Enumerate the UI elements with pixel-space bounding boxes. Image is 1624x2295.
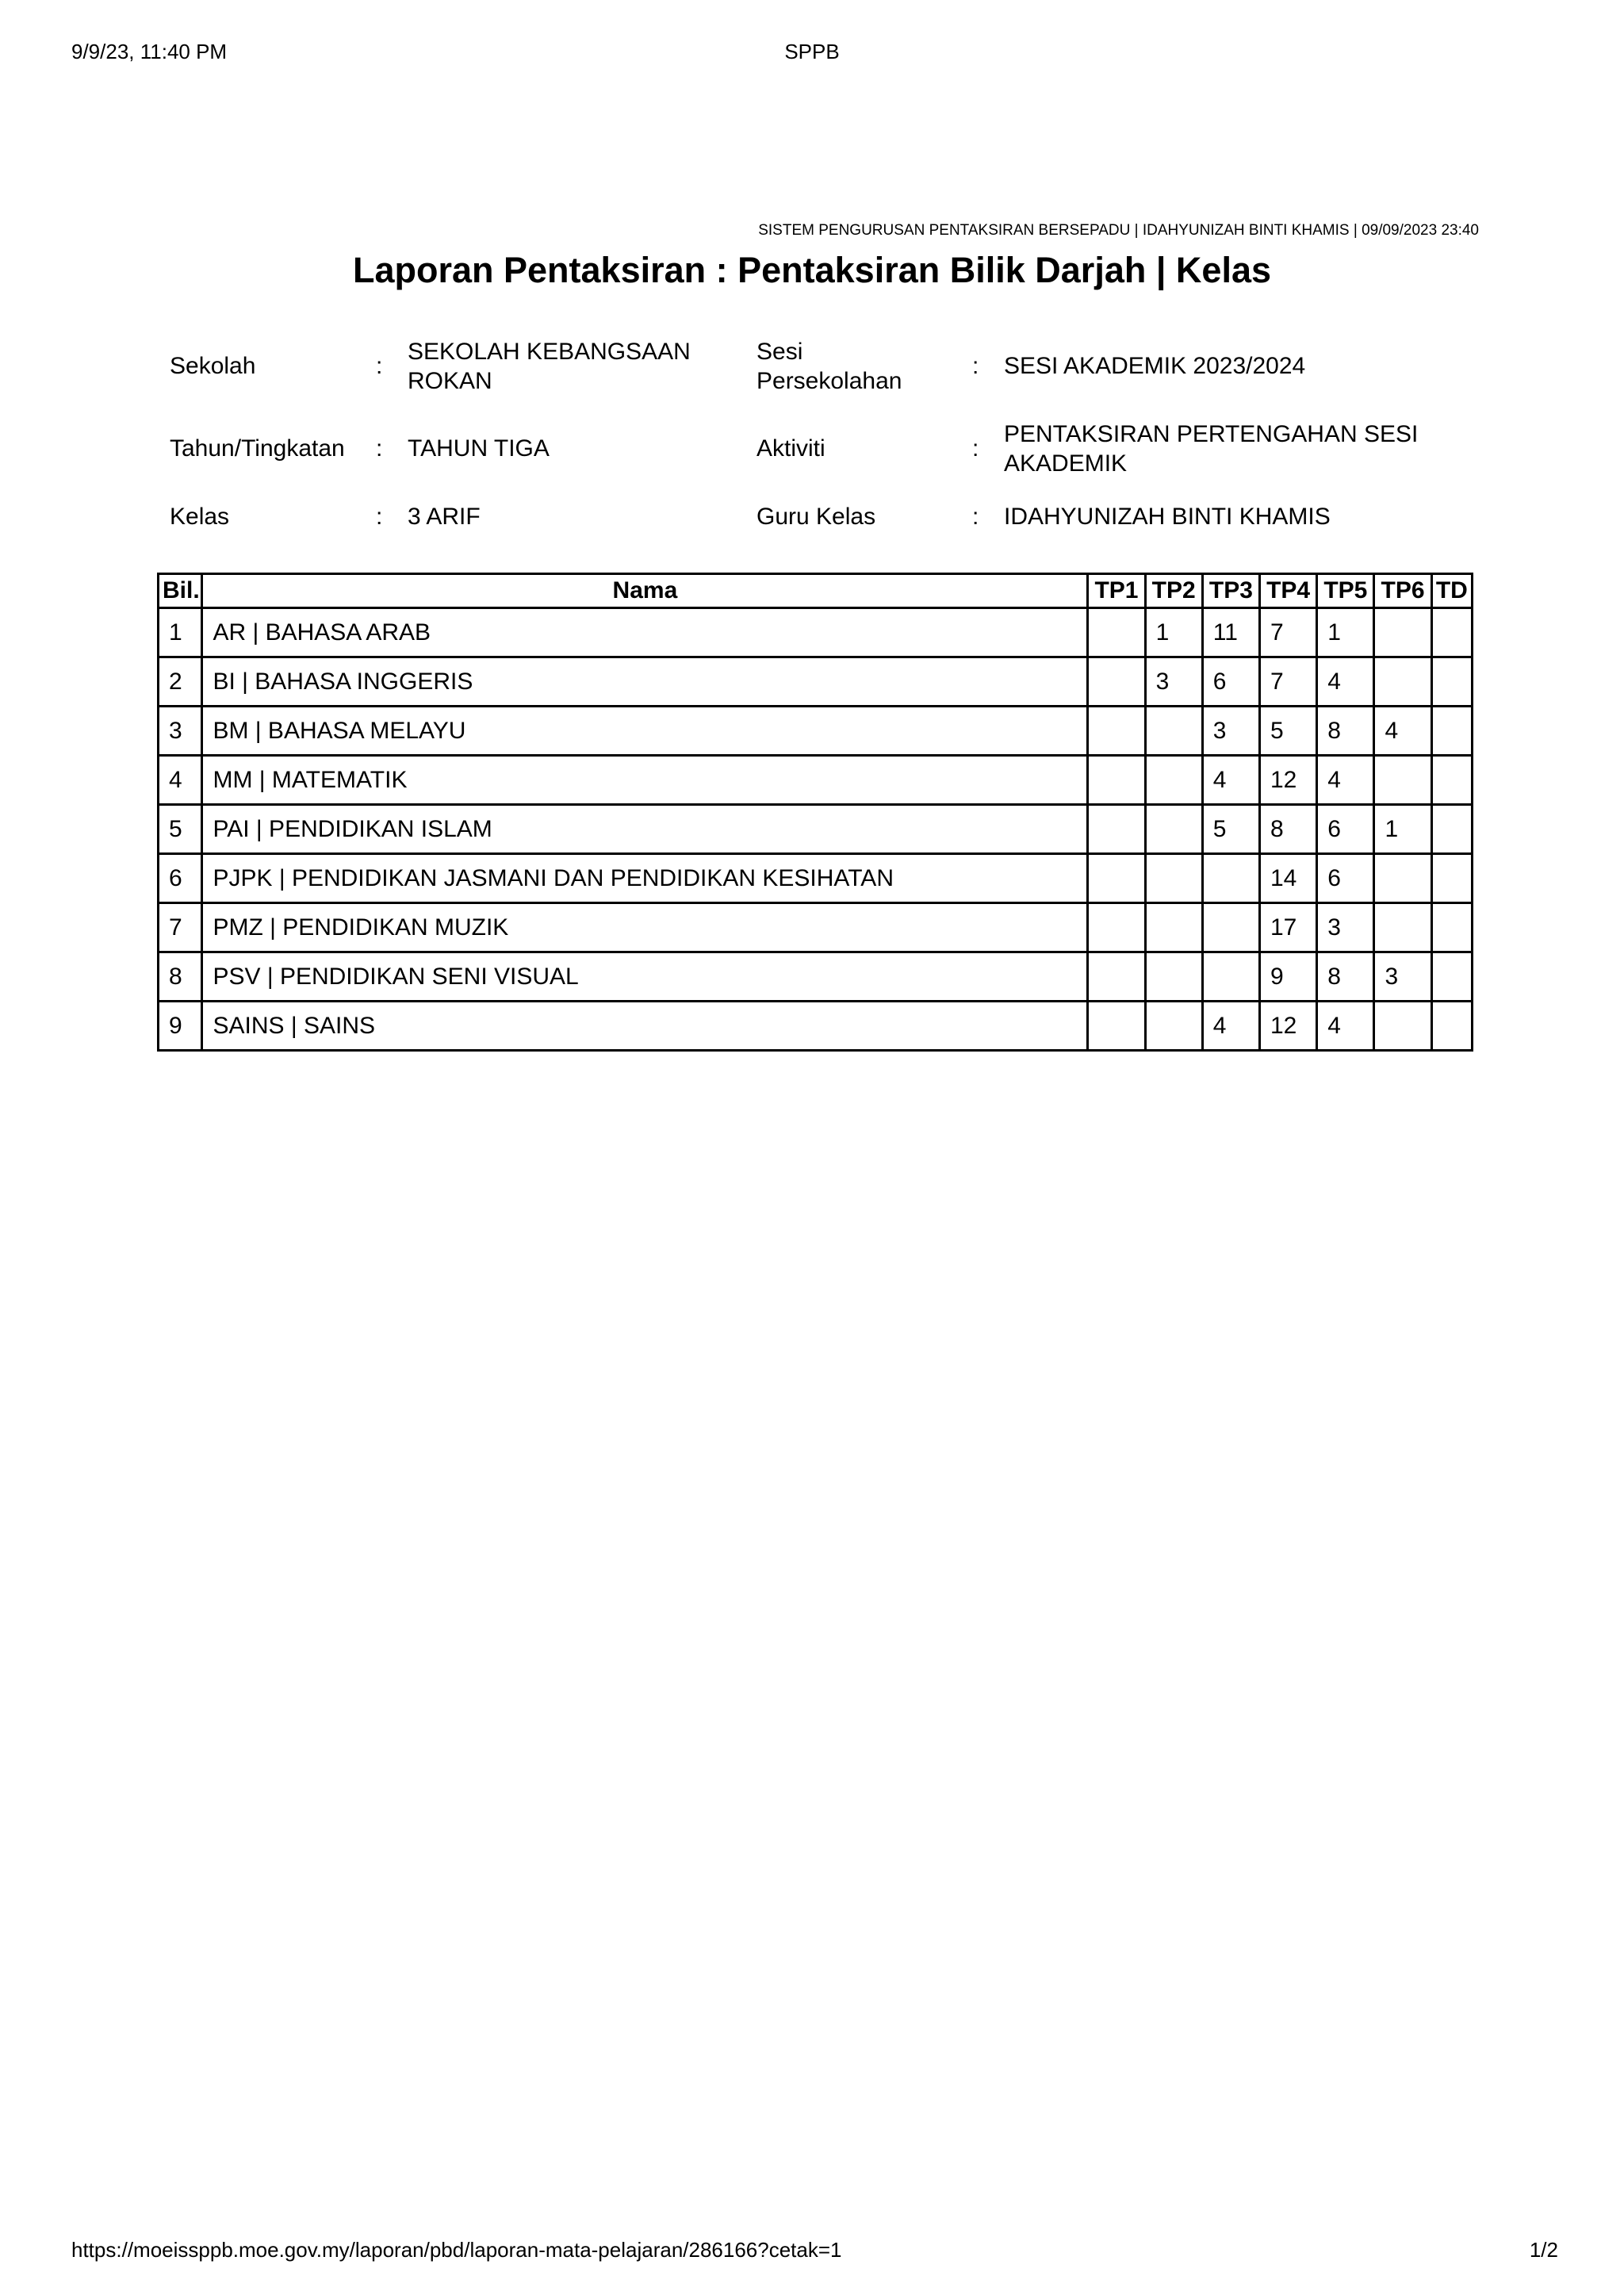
cell-tp1 (1088, 657, 1145, 707)
cell-tp1 (1088, 805, 1145, 854)
cell-tp5: 1 (1317, 608, 1374, 657)
guru-kelas-value: IDAHYUNIZAH BINTI KHAMIS (1004, 504, 1331, 530)
cell-tp4: 17 (1260, 903, 1317, 952)
cell-tp3 (1202, 854, 1259, 903)
sekolah-label: Sekolah (170, 353, 256, 379)
cell-tp5: 6 (1317, 854, 1374, 903)
cell-tp3 (1202, 903, 1259, 952)
header-tp4: TP4 (1260, 574, 1317, 608)
sekolah-value: SEKOLAH KEBANGSAAN ROKAN (408, 339, 691, 394)
table-row (159, 952, 1473, 1002)
header-tp3: TP3 (1202, 574, 1259, 608)
table-row (159, 756, 1473, 805)
cell-tp5: 3 (1317, 903, 1374, 952)
cell-tp5: 8 (1317, 707, 1374, 756)
cell-bil: 1 (159, 608, 202, 657)
cell-tp1 (1088, 1002, 1145, 1051)
guru-kelas-colon: : (972, 504, 979, 530)
cell-bil: 6 (159, 854, 202, 903)
table-row (159, 854, 1473, 903)
cell-td (1431, 756, 1472, 805)
cell-nama: PAI | PENDIDIKAN ISLAM (202, 805, 1088, 854)
table-row (159, 903, 1473, 952)
cell-tp3: 4 (1202, 1002, 1259, 1051)
cell-tp2 (1145, 707, 1202, 756)
aktiviti-label: Aktiviti (756, 435, 825, 462)
sesi-colon: : (972, 353, 979, 379)
cell-tp3: 11 (1202, 608, 1259, 657)
cell-tp6: 4 (1374, 707, 1431, 756)
cell-tp6: 3 (1374, 952, 1431, 1002)
cell-tp1 (1088, 854, 1145, 903)
cell-tp2: 1 (1145, 608, 1202, 657)
cell-tp4: 14 (1260, 854, 1317, 903)
cell-nama: AR | BAHASA ARAB (202, 608, 1088, 657)
cell-bil: 3 (159, 707, 202, 756)
table-body (159, 608, 1473, 1051)
cell-bil: 7 (159, 903, 202, 952)
cell-tp5: 6 (1317, 805, 1374, 854)
aktiviti-value: PENTAKSIRAN PERTENGAHAN SESI AKADEMIK (1004, 421, 1419, 477)
cell-nama: MM | MATEMATIK (202, 756, 1088, 805)
print-url: https://moeissppb.moe.gov.my/laporan/pbd/laporan-mata-pelajaran/286166?cetak=1 (71, 2238, 842, 2262)
cell-td (1431, 707, 1472, 756)
cell-tp4: 12 (1260, 756, 1317, 805)
cell-nama: SAINS | SAINS (202, 1002, 1088, 1051)
header-td: TD (1431, 574, 1472, 608)
cell-tp1 (1088, 756, 1145, 805)
cell-bil: 2 (159, 657, 202, 707)
table-header-row (159, 574, 1473, 608)
kelas-label: Kelas (170, 504, 230, 530)
cell-td (1431, 1002, 1472, 1051)
cell-tp1 (1088, 608, 1145, 657)
cell-tp6: 1 (1374, 805, 1431, 854)
table-row (159, 707, 1473, 756)
system-info-line: SISTEM PENGURUSAN PENTAKSIRAN BERSEPADU | IDAHYUNIZAH BINTI KHAMIS | 09/09/2023 23:40 (758, 222, 1479, 239)
guru-kelas-label: Guru Kelas (756, 504, 876, 530)
aktiviti-colon: : (972, 435, 979, 462)
cell-tp5: 8 (1317, 952, 1374, 1002)
cell-bil: 9 (159, 1002, 202, 1051)
header-nama: Nama (202, 574, 1088, 608)
cell-td (1431, 903, 1472, 952)
report-title: Laporan Pentaksiran : Pentaksiran Bilik Darjah | Kelas (352, 250, 1272, 290)
cell-tp3 (1202, 952, 1259, 1002)
cell-td (1431, 854, 1472, 903)
header-bil: Bil. (159, 574, 202, 608)
cell-tp5: 4 (1317, 657, 1374, 707)
cell-nama: BM | BAHASA MELAYU (202, 707, 1088, 756)
print-page-number: 1/2 (1529, 2238, 1558, 2262)
cell-tp1 (1088, 952, 1145, 1002)
tahun-label: Tahun/Tingkatan (170, 435, 345, 462)
cell-tp2 (1145, 903, 1202, 952)
table-row (159, 1002, 1473, 1051)
sekolah-colon: : (376, 353, 383, 379)
cell-tp2 (1145, 854, 1202, 903)
cell-tp6 (1374, 1002, 1431, 1051)
cell-tp2 (1145, 756, 1202, 805)
cell-bil: 4 (159, 756, 202, 805)
sesi-label: Sesi Persekolahan (756, 339, 902, 394)
cell-td (1431, 952, 1472, 1002)
tahun-value: TAHUN TIGA (408, 435, 550, 462)
cell-nama: PMZ | PENDIDIKAN MUZIK (202, 903, 1088, 952)
cell-nama: PSV | PENDIDIKAN SENI VISUAL (202, 952, 1088, 1002)
header-tp5: TP5 (1317, 574, 1374, 608)
cell-tp4: 7 (1260, 608, 1317, 657)
cell-tp6 (1374, 657, 1431, 707)
cell-tp4: 5 (1260, 707, 1317, 756)
kelas-value: 3 ARIF (408, 504, 481, 530)
table-row (159, 608, 1473, 657)
cell-nama: PJPK | PENDIDIKAN JASMANI DAN PENDIDIKAN KESIHATAN (202, 854, 1088, 903)
cell-td (1431, 608, 1472, 657)
cell-tp6 (1374, 756, 1431, 805)
tahun-colon: : (376, 435, 383, 462)
header-tp6: TP6 (1374, 574, 1431, 608)
cell-tp3: 5 (1202, 805, 1259, 854)
cell-bil: 8 (159, 952, 202, 1002)
cell-bil: 5 (159, 805, 202, 854)
print-page-title: SPPB (784, 40, 840, 63)
cell-tp1 (1088, 707, 1145, 756)
cell-tp2: 3 (1145, 657, 1202, 707)
cell-nama: BI | BAHASA INGGERIS (202, 657, 1088, 707)
kelas-colon: : (376, 504, 383, 530)
header-tp2: TP2 (1145, 574, 1202, 608)
cell-tp6 (1374, 854, 1431, 903)
grade-distribution-table (157, 573, 1473, 1052)
cell-tp4: 8 (1260, 805, 1317, 854)
cell-tp6 (1374, 903, 1431, 952)
cell-td (1431, 805, 1472, 854)
cell-tp2 (1145, 952, 1202, 1002)
cell-tp4: 12 (1260, 1002, 1317, 1051)
cell-tp4: 7 (1260, 657, 1317, 707)
cell-tp1 (1088, 903, 1145, 952)
cell-tp6 (1374, 608, 1431, 657)
cell-tp5: 4 (1317, 1002, 1374, 1051)
table-row (159, 805, 1473, 854)
table-row (159, 657, 1473, 707)
cell-tp3: 6 (1202, 657, 1259, 707)
cell-tp3: 3 (1202, 707, 1259, 756)
cell-tp4: 9 (1260, 952, 1317, 1002)
cell-td (1431, 657, 1472, 707)
header-tp1: TP1 (1088, 574, 1145, 608)
cell-tp2 (1145, 805, 1202, 854)
sesi-value: SESI AKADEMIK 2023/2024 (1004, 353, 1306, 379)
cell-tp5: 4 (1317, 756, 1374, 805)
print-datetime: 9/9/23, 11:40 PM (71, 40, 228, 63)
cell-tp2 (1145, 1002, 1202, 1051)
cell-tp3: 4 (1202, 756, 1259, 805)
